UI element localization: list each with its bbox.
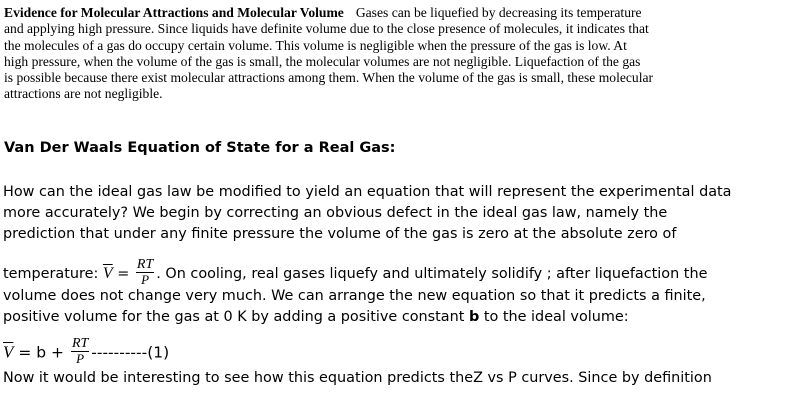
molar-volume-symbol: $\overline{V}$ <box>102 265 113 282</box>
section-heading: Van Der Waals Equation of State for a Real Gas: <box>4 140 396 156</box>
equation-1 <box>3 338 169 368</box>
equation-middle: = b + <box>18 343 64 362</box>
line-text: positive volume for the gas at 0 K by adding a positive constant <box>3 309 465 325</box>
fraction-numerator: RT <box>71 336 89 351</box>
fraction-denominator: P <box>76 351 85 366</box>
body-line: more accurately? We begin by correcting an obvious defect in the ideal gas law, namely the <box>3 205 668 221</box>
body-line: Now it would be interesting to see how this equation predicts theZ vs P curves. Since by definition <box>3 370 712 386</box>
body-line-ideal-volume <box>3 259 707 289</box>
constant-b: b <box>468 309 480 325</box>
fraction-numerator: RT <box>136 257 154 272</box>
line-text: to the ideal volume: <box>483 309 629 325</box>
body-line: volume does not change very much. We can arrange the new equation so that it predicts a finite, <box>3 288 706 304</box>
evidence-line: attractions are not negligible. <box>4 86 163 102</box>
evidence-line: the molecules of a gas do occupy certain volume. This volume is negligible when the pressure of the gas is low. At <box>4 37 627 53</box>
body-line: prediction that under any finite pressure the volume of the gas is zero at the absolute zero of <box>3 226 677 242</box>
fraction-denominator: P <box>141 272 150 287</box>
evidence-paragraph <box>4 5 744 103</box>
evidence-line: is possible because there exist molecular attractions among them. When the volume of the gas is small, these molecular <box>4 70 654 86</box>
equals-sign: = <box>117 266 130 282</box>
body-line <box>3 309 629 325</box>
rt-over-p-fraction <box>136 257 154 287</box>
evidence-line: high pressure, when the volume of the gas is small, the molecular volumes are not negligible. Liquefaction of the gas <box>4 53 641 69</box>
evidence-title: Evidence for Molecular Attractions and Molecular Volume <box>4 5 344 20</box>
line-text: . On cooling, real gases liquefy and ultimately solidify ; after liquefaction the <box>156 266 708 282</box>
line-text: temperature: <box>3 266 99 282</box>
evidence-line-text: Gases can be liquefied by decreasing its temperature <box>355 5 642 20</box>
body-line: How can the ideal gas law be modified to yield an equation that will represent the experimental data <box>3 184 732 200</box>
evidence-line <box>4 5 744 21</box>
molar-volume-symbol: $\overline{V}$ <box>3 342 14 362</box>
evidence-line: and applying high pressure. Since liquids have definite volume due to the close presence of molecules, it indicates that <box>4 21 649 37</box>
equation-number: ----------(1) <box>91 343 170 362</box>
rt-over-p-fraction <box>71 336 89 366</box>
